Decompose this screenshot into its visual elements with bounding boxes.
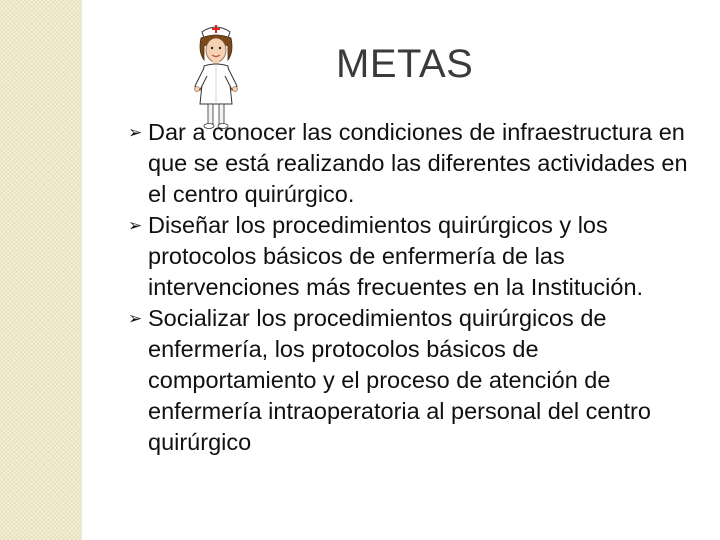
goal-text: Dar a conocer las condiciones de infraestructura en que se está realizando las diferentes actividades en el centro quirúrgico.	[148, 119, 688, 207]
goal-item	[128, 303, 708, 458]
goal-text: Diseñar los procedimientos quirúrgicos y los protocolos básicos de enfermería de las intervenciones más frecuentes en la Institución.	[148, 212, 644, 300]
goal-item	[128, 210, 708, 303]
arrow-bullet-icon: ➢	[128, 309, 143, 328]
arrow-bullet-icon: ➢	[128, 216, 143, 235]
goal-item	[128, 117, 708, 210]
goal-text: Socializar los procedimientos quirúrgicos de enfermería, los protocolos básicos de comportamiento y el proceso de atención de enfermería intraoperatoria al personal del centro quirúrgico	[148, 305, 651, 455]
slide-title: METAS	[336, 42, 474, 86]
arrow-bullet-icon: ➢	[128, 123, 143, 142]
nurse-illustration	[188, 20, 244, 132]
side-band-edge	[80, 0, 83, 540]
decorative-side-band	[0, 0, 80, 540]
goals-list	[128, 117, 708, 458]
